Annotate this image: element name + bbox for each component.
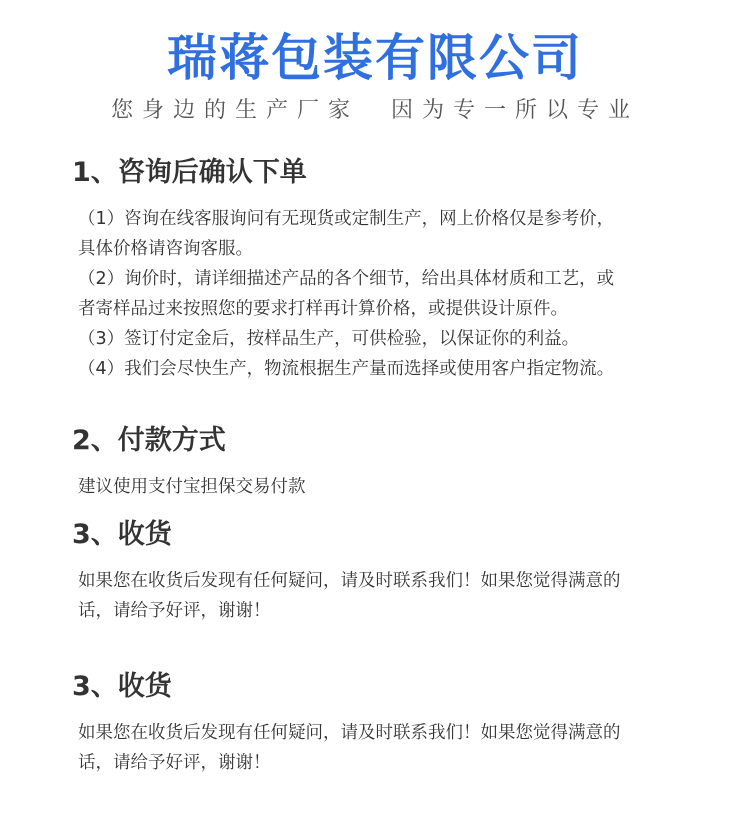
receipt-repeat-line-2: 话，请给予好评，谢谢！ — [78, 753, 271, 773]
company-title: 瑞蒋包装有限公司 — [167, 29, 583, 87]
section-heading-order: 1、咨询后确认下单 — [72, 157, 307, 188]
order-line-6: （4）我们会尽快生产，物流根据生产量而选择或使用客户指定物流。 — [78, 359, 615, 379]
section-heading-receipt: 3、收货 — [72, 519, 172, 550]
receipt-line-1: 如果您在收货后发现有任何疑问，请及时联系我们！如果您觉得满意的 — [78, 571, 621, 591]
slogan: 您身边的生产厂家 因为专一所以专业 — [111, 98, 639, 123]
payment-line-1: 建议使用支付宝担保交易付款 — [78, 477, 306, 497]
order-line-2: 具体价格请咨询客服。 — [78, 239, 253, 259]
section-heading-payment: 2、付款方式 — [72, 425, 226, 456]
order-line-5: （3）签订付定金后，按样品生产，可供检验，以保证你的利益。 — [78, 329, 580, 349]
section-heading-receipt-repeat: 3、收货 — [72, 671, 172, 702]
order-line-1: （1）咨询在线客服询问有无现货或定制生产，网上价格仅是参考价， — [78, 209, 615, 229]
receipt-repeat-line-1: 如果您在收货后发现有任何疑问，请及时联系我们！如果您觉得满意的 — [78, 723, 621, 743]
receipt-line-2: 话，请给予好评，谢谢！ — [78, 601, 271, 621]
order-line-3: （2）询价时，请详细描述产品的各个细节，给出具体材质和工艺，或 — [78, 269, 615, 289]
order-line-4: 者寄样品过来按照您的要求打样再计算价格，或提供设计原件。 — [78, 299, 568, 319]
